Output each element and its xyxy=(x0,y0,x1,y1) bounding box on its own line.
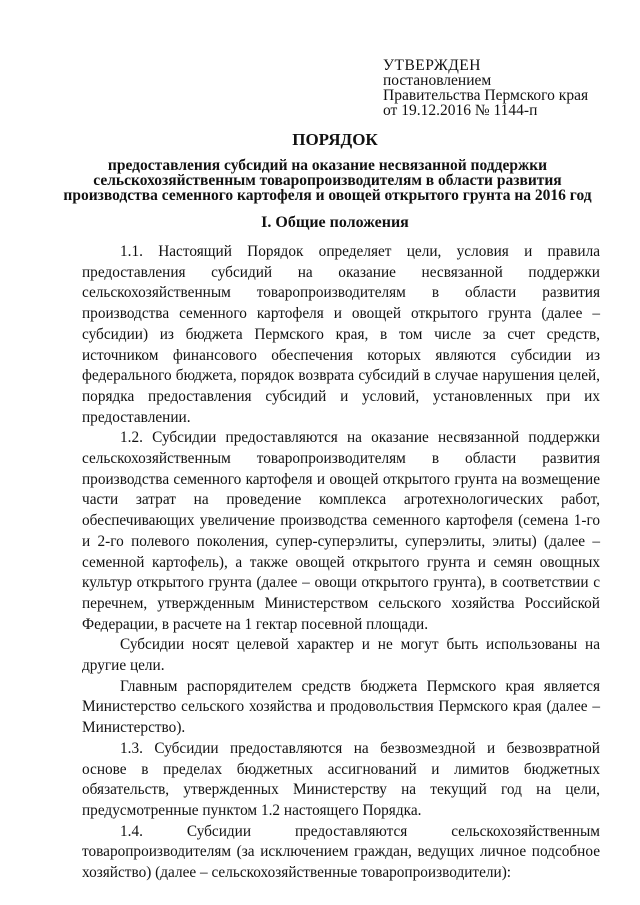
paragraph: Субсидии носят целевой характер и не могут быть использованы на другие цели. xyxy=(82,636,600,675)
subtitle-line: предоставления субсидий на оказание несвязанной поддержки xyxy=(107,157,548,174)
document-title: ПОРЯДОК xyxy=(292,130,378,149)
paragraph: 1.3. Субсидии предоставляются на безвозмездной и безвозвратной основе в пределах бюджетных ассигнований и лимитов бюджетных обязательств, утвержденных Министерству на текущий год на цели, предусмотренные пунктом 1.2 настоящего Порядка. xyxy=(82,739,600,819)
approval-date-number: от 19.12.2016 № 1144-п xyxy=(383,102,538,119)
approval-line: Правительства Пермского края xyxy=(383,87,589,104)
paragraph: 1.4. Субсидии предоставляются сельскохозяйственным товаропроизводителям (за исключением граждан, ведущих личное подсобное хозяйство) (далее – сельскохозяйственные товаропроизводители): xyxy=(82,822,600,882)
subtitle-line: сельскохозяйственным товаропроизводителям в области развития xyxy=(93,172,562,189)
section-heading: I. Общие положения xyxy=(261,214,409,231)
paragraph: 1.1. Настоящий Порядок определяет цели, условия и правила предоставления субсидий на оказание несвязанной поддержки сельскохозяйственным товаропроизводителям в области развития производства семенного картофеля и овощей открытого грунта (далее – субсидии) из бюджета Пермского края, в том числе за счет средств, источником финансового обеспечения которых являются субсидии из федерального бюджета, порядок возврата субсидий в случае нарушения целей, порядка предоставления субсидий и условий, установленных при их предоставлении. xyxy=(82,243,600,426)
approval-block xyxy=(383,58,588,118)
paragraph: Главным распорядителем средств бюджета Пермского края является Министерство сельского хозяйства и продовольствия Пермского края (далее – Министерство). xyxy=(82,677,600,737)
approval-line: постановлением xyxy=(383,72,492,89)
paragraph: 1.2. Субсидии предоставляются на оказание несвязанной поддержки сельскохозяйственным товаропроизводителям в области развития производства семенного картофеля и овощей открытого грунта на возмещение части затрат на проведение комплекса агротехнологических работ, обеспечивающих увеличение производства семенного картофеля (семена 1-го и 2-го полевого поколения, супер-суперэлиты, суперэлиты, элиты) (далее – семенной картофель), а также овощей открытого грунта и семян овощных культур открытого грунта (далее – овощи открытого грунта), в соответствии с перечнем, утвержденным Министерством сельского хозяйства Российской Федерации, в расчете на 1 гектар посевной площади. xyxy=(82,429,600,633)
document-body xyxy=(82,242,600,884)
document-subtitle xyxy=(40,158,615,203)
subtitle-line: производства семенного картофеля и овощей открытого грунта на 2016 год xyxy=(63,187,592,204)
approval-stamp: УТВЕРЖДЕН xyxy=(383,57,481,74)
